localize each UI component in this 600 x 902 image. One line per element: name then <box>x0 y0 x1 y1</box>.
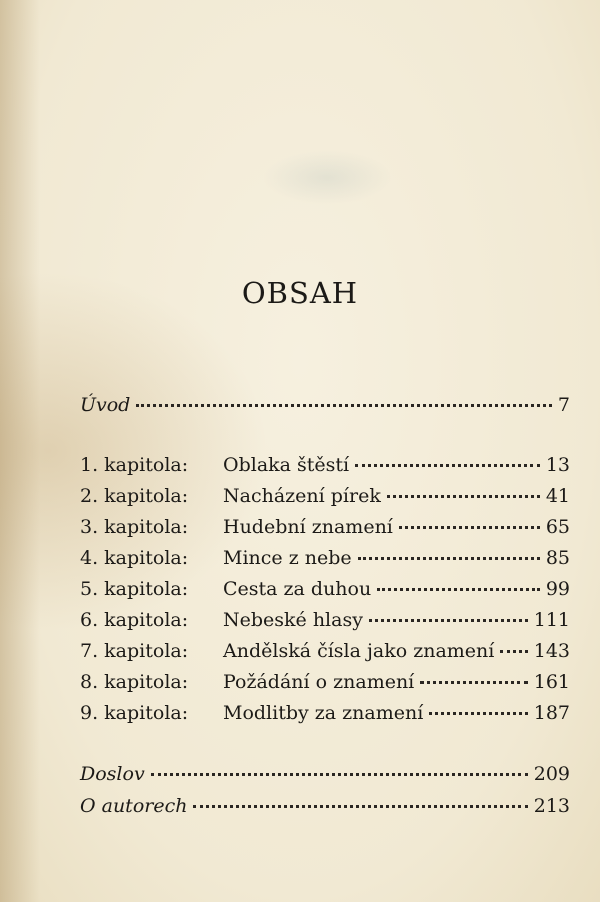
toc-page-number: 41 <box>545 485 570 507</box>
chapter-title: Modlitby za znamení <box>223 702 424 724</box>
toc-page-number: 161 <box>533 671 570 693</box>
chapter-number: 2. kapitola: <box>80 485 189 507</box>
dot-leader <box>369 619 528 622</box>
toc-entry-chapter <box>80 454 570 484</box>
toc-page-number: 187 <box>533 702 570 724</box>
toc-entry-chapter <box>80 516 570 546</box>
dot-leader <box>151 773 528 776</box>
toc-entry-afterword <box>80 763 570 793</box>
toc-entry-chapter <box>80 609 570 639</box>
dot-leader <box>429 712 527 715</box>
chapter-number: 4. kapitola: <box>80 547 189 569</box>
dot-leader <box>399 526 540 529</box>
chapter-number: 8. kapitola: <box>80 671 189 693</box>
toc-page-number: 213 <box>533 795 570 817</box>
page-shadow <box>0 0 40 902</box>
toc-entry-chapter <box>80 671 570 701</box>
toc-entry-chapter <box>80 578 570 608</box>
dot-leader <box>420 681 527 684</box>
dot-leader <box>358 557 540 560</box>
toc-entry-chapter <box>80 640 570 670</box>
toc-entry-label: O autorech <box>80 795 188 817</box>
chapter-title: Nebeské hlasy <box>223 609 363 631</box>
toc-entry-label: Úvod <box>80 394 131 416</box>
page-title: OBSAH <box>241 276 359 310</box>
toc-entry-chapter <box>80 485 570 515</box>
toc-page-number: 85 <box>545 547 570 569</box>
toc-page-number: 99 <box>545 578 570 600</box>
toc-entry-chapter <box>80 702 570 732</box>
dot-leader <box>500 650 527 653</box>
dot-leader <box>377 588 540 591</box>
dot-leader <box>193 805 527 808</box>
chapter-title: Nacházení pírek <box>223 485 381 507</box>
bleed-through-mark <box>262 150 392 205</box>
toc-page-number: 65 <box>545 516 570 538</box>
chapter-title: Cesta za duhou <box>223 578 372 600</box>
chapter-number: 7. kapitola: <box>80 640 189 662</box>
toc-entry-intro <box>80 394 570 424</box>
toc-page-number: 209 <box>533 763 570 785</box>
toc-entry-authors <box>80 795 570 825</box>
chapter-title: Hudební znamení <box>223 516 393 538</box>
chapter-number: 1. kapitola: <box>80 454 189 476</box>
dot-leader <box>136 404 552 407</box>
toc-page-number: 7 <box>557 394 570 416</box>
chapter-number: 6. kapitola: <box>80 609 189 631</box>
dot-leader <box>387 495 540 498</box>
chapter-number: 5. kapitola: <box>80 578 189 600</box>
toc-entry-chapter <box>80 547 570 577</box>
chapter-number: 3. kapitola: <box>80 516 189 538</box>
dot-leader <box>355 464 540 467</box>
toc-entry-label: Doslov <box>80 763 145 785</box>
toc-page-number: 143 <box>533 640 570 662</box>
chapter-title: Mince z nebe <box>223 547 352 569</box>
chapter-title: Andělská čísla jako znamení <box>223 640 495 662</box>
chapter-number: 9. kapitola: <box>80 702 189 724</box>
toc-page-number: 111 <box>533 609 570 631</box>
chapter-title: Oblaka štěstí <box>223 454 350 476</box>
chapter-title: Požádání o znamení <box>223 671 415 693</box>
toc-page-number: 13 <box>545 454 570 476</box>
